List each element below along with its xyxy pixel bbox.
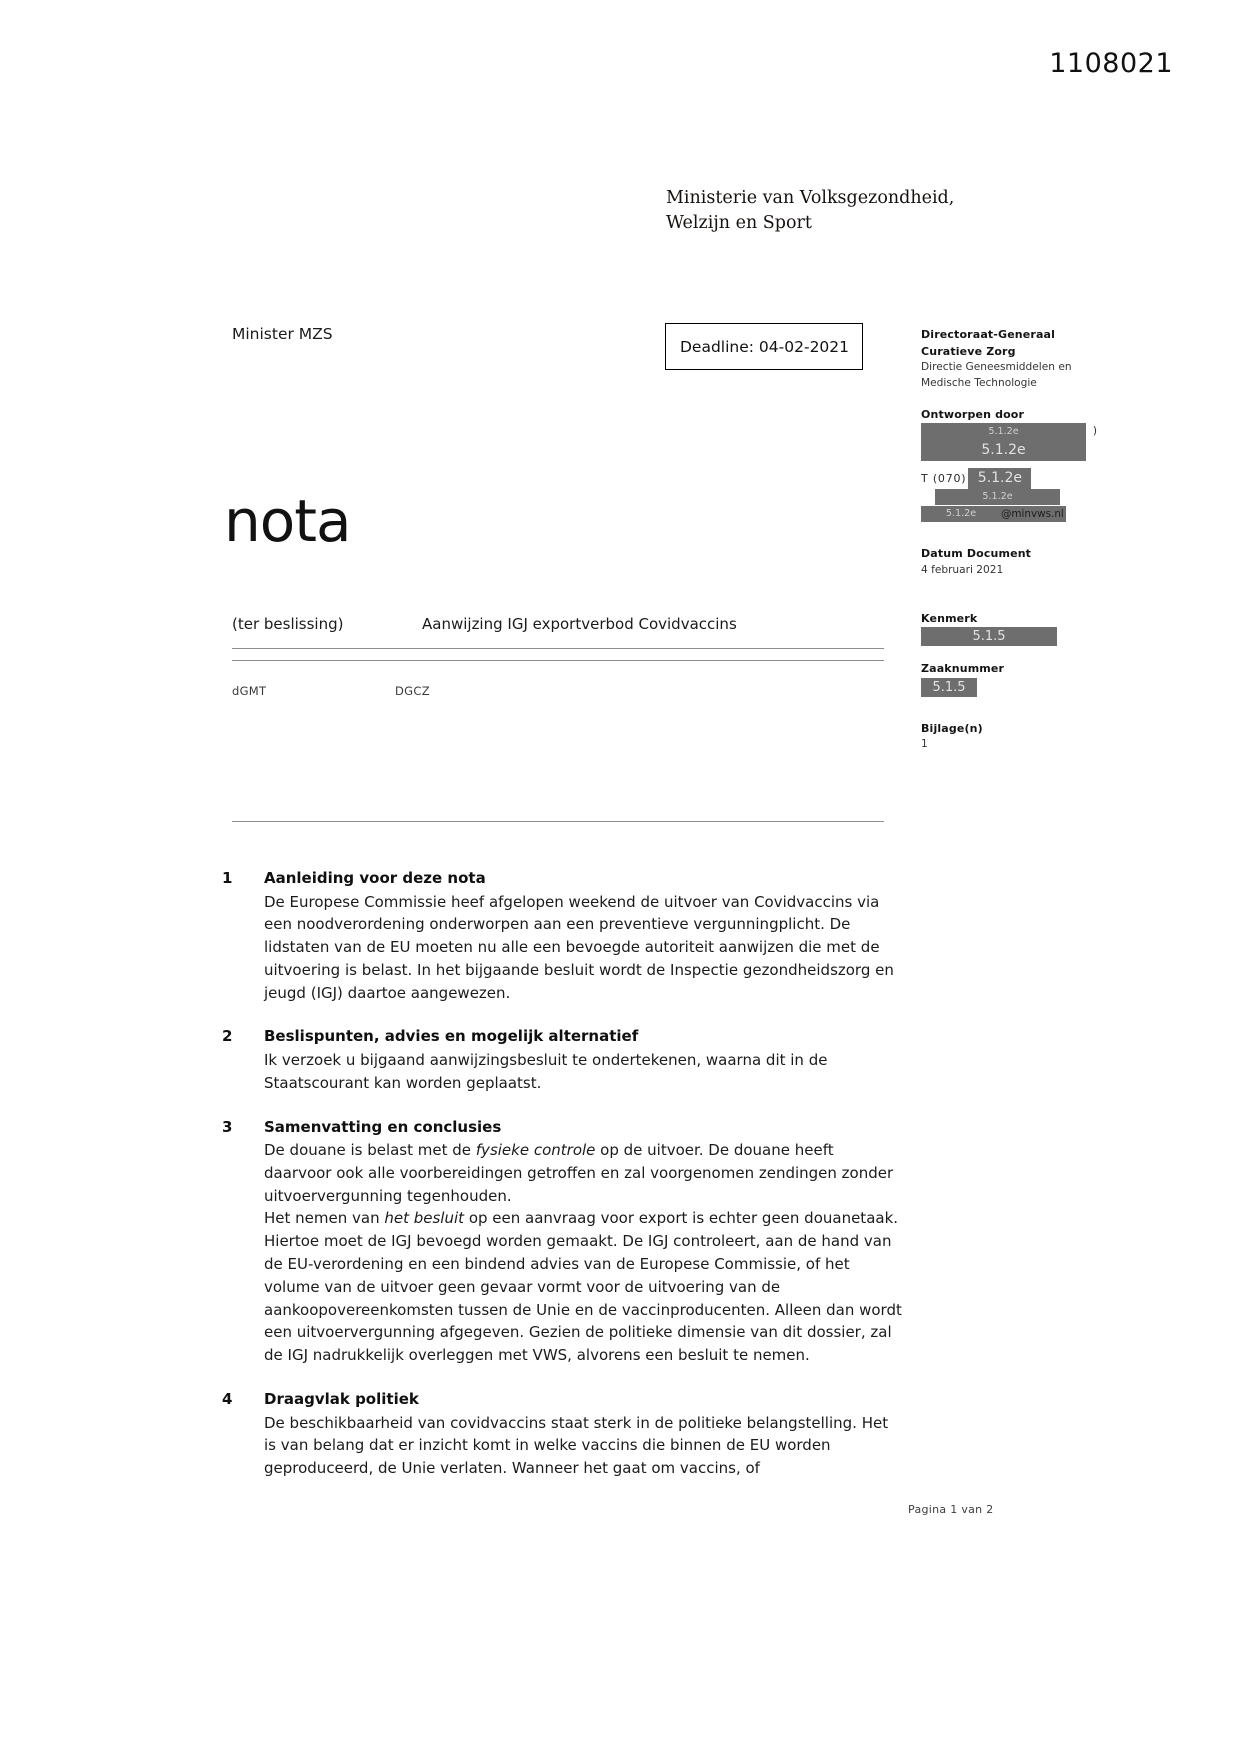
spacer: [921, 648, 1096, 661]
subject-row: [232, 615, 884, 633]
email-domain: @minvws.nl: [1001, 508, 1064, 521]
redacted-value: 5.1.2e: [921, 423, 1086, 440]
reference-label: Kenmerk: [921, 611, 978, 625]
directorate-line-4: Medische Technologie: [921, 376, 1037, 389]
document-section: [222, 867, 902, 1004]
redacted-email-user: 5.1.2e: [921, 506, 1001, 522]
directorate-line-1: Directoraat-Generaal: [921, 328, 1056, 341]
nota-subject: Aanwijzing IGJ exportverbod Covidvaccins: [422, 615, 737, 633]
date-label: Datum Document: [921, 547, 1032, 561]
section-content: [264, 1116, 902, 1367]
spacer: [921, 699, 1096, 721]
section-number: 2: [222, 1027, 233, 1046]
section-paragraph: Het nemen van het besluit op een aanvraag voor export is echter geen douanetaak. Hiertoe moet de IGJ bevoegd worden gemaakt. De IGJ controleert, aan de hand van de EU-verordening en een bindend advies van de Europese Commissie, of het volume van de uitvoer geen gevaar vormt voor de uitvoering van de aankoopovereenkomsten tussen de Unie en de vaccinproducenten. Alleen dan wordt een uitvoervergunning afgegeven. Gezien de politieke dimensie van dit dossier, zal de IGJ nadrukkelijk overleggen met VWS, alvorens een besluit te nemen.: [264, 1209, 902, 1365]
directorate-line-2: Curatieve Zorg: [921, 344, 1016, 358]
section-heading: Samenvatting en conclusies: [264, 1117, 502, 1136]
case-number-block: [921, 661, 1096, 697]
nota-kind: (ter beslissing): [232, 615, 344, 633]
section-paragraph: De Europese Commissie heef afgelopen weekend de uitvoer van Covidvaccins via een noodverordening onderworpen aan een preventieve vergunningplicht. De lidstaten van de EU moeten nu alle een bevoegde autoriteit aanwijzen die met de uitvoering is belast. In het bijgaande besluit wordt de Inspectie gezondheidszorg en jeugd (IGJ) daartoe aangewezen.: [264, 892, 894, 1002]
section-number: 3: [222, 1117, 233, 1136]
redacted-value: 5.1.2e: [921, 440, 1086, 461]
closing-paren: ): [1092, 425, 1097, 438]
deadline-box: [665, 323, 863, 370]
spacer: [921, 524, 1096, 546]
metadata-sidebar: [921, 327, 1096, 755]
phone-line: [921, 468, 1096, 489]
page-footer: Pagina 1 van 2: [908, 1503, 994, 1516]
addressee: Minister MZS: [232, 325, 333, 343]
attachments-value: 1: [921, 738, 928, 751]
section-number: 1: [222, 869, 233, 887]
ministry-heading: [666, 186, 954, 236]
redacted-phone: 5.1.2e: [968, 468, 1031, 489]
document-body: [222, 867, 902, 1501]
department-left: dGMT: [232, 684, 267, 698]
page-title: nota: [224, 487, 351, 555]
section-heading: Beslispunten, advies en mogelijk alternatief: [264, 1027, 639, 1046]
designed-by-redaction-row-1: [921, 423, 1096, 440]
divider: [232, 660, 884, 661]
ministry-line-2: Welzijn en Sport: [666, 212, 812, 233]
section-paragraph: De beschikbaarheid van covidvaccins staat sterk in de politieke belangstelling. Het is van belang dat er inzicht komt in welke vaccins die binnen de EU worden geproduceerd, de Unie verlaten. Wanneer het gaat om vaccins, of: [264, 1413, 889, 1478]
redacted-value: 5.1.2e: [935, 489, 1060, 505]
directorate-line-3: Directie Geneesmiddelen en: [921, 361, 1072, 373]
divider: [232, 648, 884, 649]
email-line: [921, 506, 1096, 522]
section-content: [264, 867, 902, 1004]
document-number: 1108021: [1049, 48, 1173, 79]
spacer: [921, 581, 1096, 611]
designed-by-block: [921, 407, 1096, 523]
department-row: [232, 684, 884, 698]
directorate-block: [921, 327, 1096, 392]
section-paragraph: Ik verzoek u bijgaand aanwijzingsbesluit te ondertekenen, waarna dit in de Staatscourant kan worden geplaatst.: [264, 1050, 828, 1092]
date-block: [921, 546, 1096, 578]
date-value: 4 februari 2021: [921, 563, 1004, 576]
reference-block: [921, 611, 1096, 647]
document-section: [222, 1116, 902, 1367]
attachments-label: Bijlage(n): [921, 721, 983, 735]
section-heading: Draagvlak politiek: [264, 1390, 419, 1409]
section-heading: Aanleiding voor deze nota: [264, 869, 486, 887]
attachments-block: [921, 721, 1096, 753]
ministry-line-1: Ministerie van Volksgezondheid,: [666, 188, 955, 208]
phone-label: T (070): [921, 471, 967, 485]
case-number-label: Zaaknummer: [921, 662, 1005, 676]
section-paragraph: De douane is belast met de fysieke controle op de uitvoer. De douane heeft daarvoor ook alle voorbereidingen getroffen en zal voorgenomen zendingen zonder uitvoervergunning tegenhouden.: [264, 1141, 894, 1205]
document-section: [222, 1025, 902, 1094]
section-number: 4: [222, 1390, 233, 1409]
document-section: [222, 1388, 902, 1480]
deadline-text: Deadline: 04-02-2021: [680, 337, 850, 356]
section-content: [264, 1025, 902, 1094]
divider: [232, 821, 884, 822]
designed-by-redaction-row-3: [921, 489, 1096, 505]
spacer: [921, 394, 1096, 407]
department-right: DGCZ: [395, 684, 430, 698]
section-content: [264, 1388, 902, 1480]
redacted-reference-value: 5.1.5: [921, 627, 1057, 646]
redacted-case-number-value: 5.1.5: [921, 678, 977, 697]
designed-by-label: Ontworpen door: [921, 407, 1025, 421]
designed-by-redaction-row-2: [921, 440, 1096, 461]
